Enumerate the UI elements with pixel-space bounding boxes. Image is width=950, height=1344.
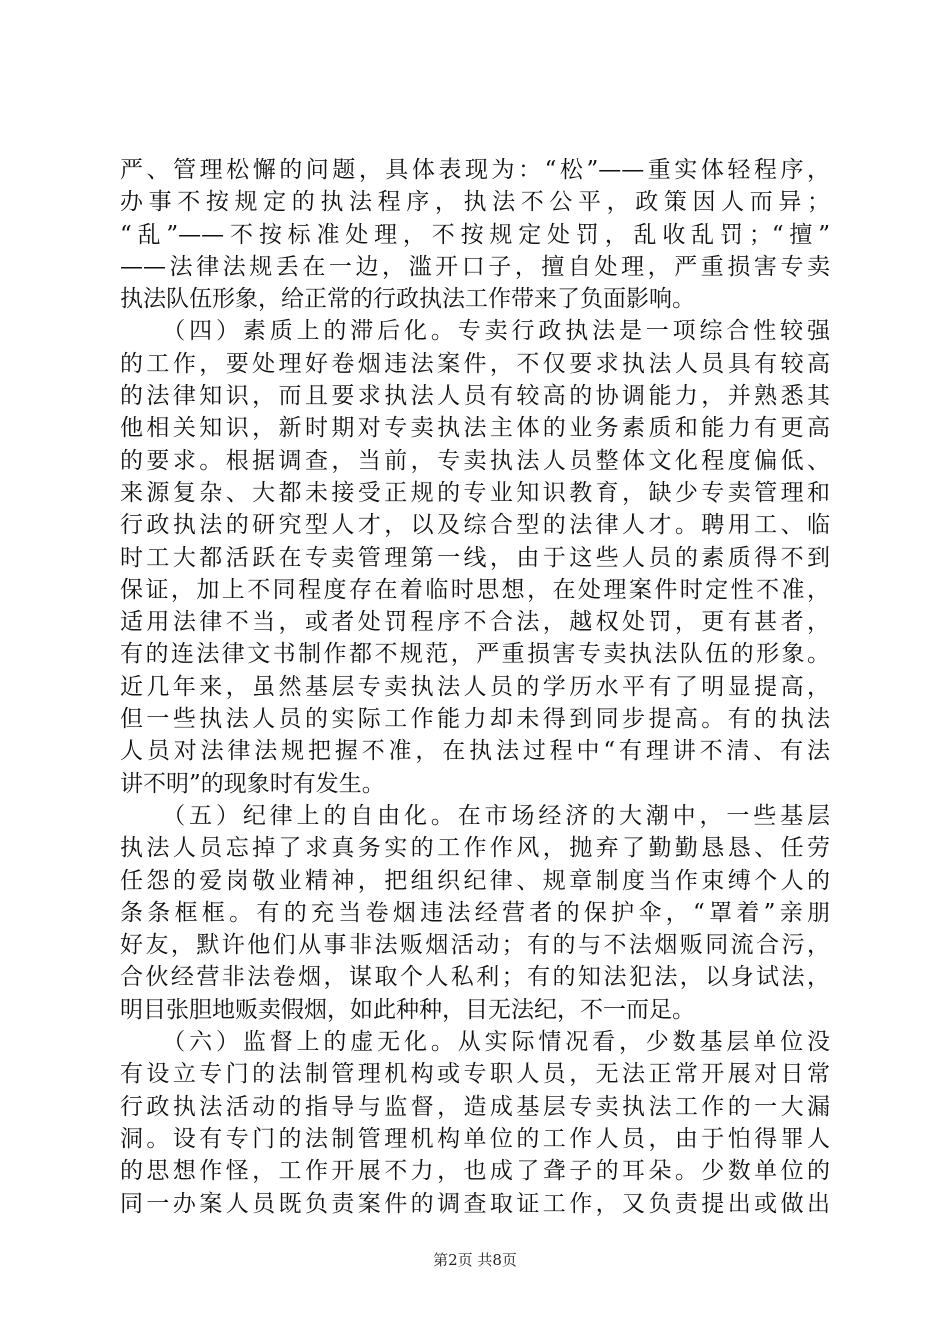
text-line: 的工作，要处理好卷烟违法案件，不仅要求执法人员具有较高	[120, 350, 830, 377]
text-line: 办事不按规定的执法程序，执法不公平，政策因人而异；	[120, 189, 830, 216]
text-line: 明目张胆地贩卖假烟，如此种种，目无法纪，不一而足。	[120, 996, 695, 1023]
text-line: 行政执法活动的指导与监督，造成基层专卖执法工作的一大漏	[120, 1093, 830, 1120]
text-line: 的思想作怪，工作开展不力，也成了聋子的耳朵。少数单位的	[120, 1158, 830, 1185]
text-line: 来源复杂、大都未接受正规的专业知识教育，缺少专卖管理和	[120, 479, 830, 506]
text-line: ——法律法规丢在一边，滥开口子，擅自处理，严重损害专卖	[120, 253, 830, 280]
text-line: 他相关知识，新时期对专卖执法主体的业务素质和能力有更高	[120, 415, 830, 442]
text-line: 任怨的爱岗敬业精神，把组织纪律、规章制度当作束缚个人的	[120, 867, 830, 894]
text-line: 时工大都活跃在专卖管理第一线，由于这些人员的素质得不到	[120, 544, 830, 571]
text-line: 执法队伍形象，给正常的行政执法工作带来了负面影响。	[120, 286, 695, 313]
text-line: 合伙经营非法卷烟，谋取个人私利；有的知法犯法，以身试法，	[120, 964, 830, 991]
text-line: 有的连法律文书制作都不规范，严重损害专卖执法队伍的形象。	[120, 641, 830, 668]
text-line: 讲不明”的现象时有发生。	[120, 770, 385, 797]
text-line: 有设立专门的法制管理机构或专职人员，无法正常开展对日常	[120, 1061, 830, 1088]
text-line: （四）素质上的滞后化。专卖行政执法是一项综合性较强	[120, 318, 830, 345]
text-line: 的要求。根据调查，当前，专卖执法人员整体文化程度偏低、	[120, 447, 830, 474]
body-text	[120, 154, 830, 1220]
text-line: 但一些执法人员的实际工作能力却未得到同步提高。有的执法	[120, 706, 830, 733]
text-line: 条条框框。有的充当卷烟违法经营者的保护伞，“罩着”亲朋	[120, 899, 830, 926]
text-line: 人员对法律法规把握不准，在执法过程中“有理讲不清、有法	[120, 738, 830, 765]
text-line: 近几年来，虽然基层专卖执法人员的学历水平有了明显提高，	[120, 673, 830, 700]
text-line: 行政执法的研究型人才，以及综合型的法律人才。聘用工、临	[120, 512, 830, 539]
text-line: 同一办案人员既负责案件的调查取证工作，又负责提出或做出	[120, 1190, 830, 1217]
text-line: 保证，加上不同程度存在着临时思想，在处理案件时定性不准，	[120, 576, 830, 603]
text-line: 适用法律不当，或者处罚程序不合法，越权处罚，更有甚者，	[120, 609, 830, 636]
text-line: 的法律知识，而且要求执法人员有较高的协调能力，并熟悉其	[120, 383, 830, 410]
text-line: 好友，默许他们从事非法贩烟活动；有的与不法烟贩同流合污，	[120, 932, 830, 959]
text-line: “乱”——不按标准处理，不按规定处罚，乱收乱罚；“擅”	[120, 221, 830, 248]
text-line: 执法人员忘掉了求真务实的工作作风，抛弃了勤勤恳恳、任劳	[120, 835, 830, 862]
text-line: 洞。设有专门的法制管理机构单位的工作人员，由于怕得罪人	[120, 1125, 830, 1152]
text-line: 严、管理松懈的问题，具体表现为：“松”——重实体轻程序，	[120, 157, 830, 183]
text-line: （五）纪律上的自由化。在市场经济的大潮中，一些基层	[120, 802, 830, 829]
page-footer: 第2页 共8页	[433, 1251, 517, 1269]
text-line: （六）监督上的虚无化。从实际情况看，少数基层单位没	[120, 1029, 830, 1056]
